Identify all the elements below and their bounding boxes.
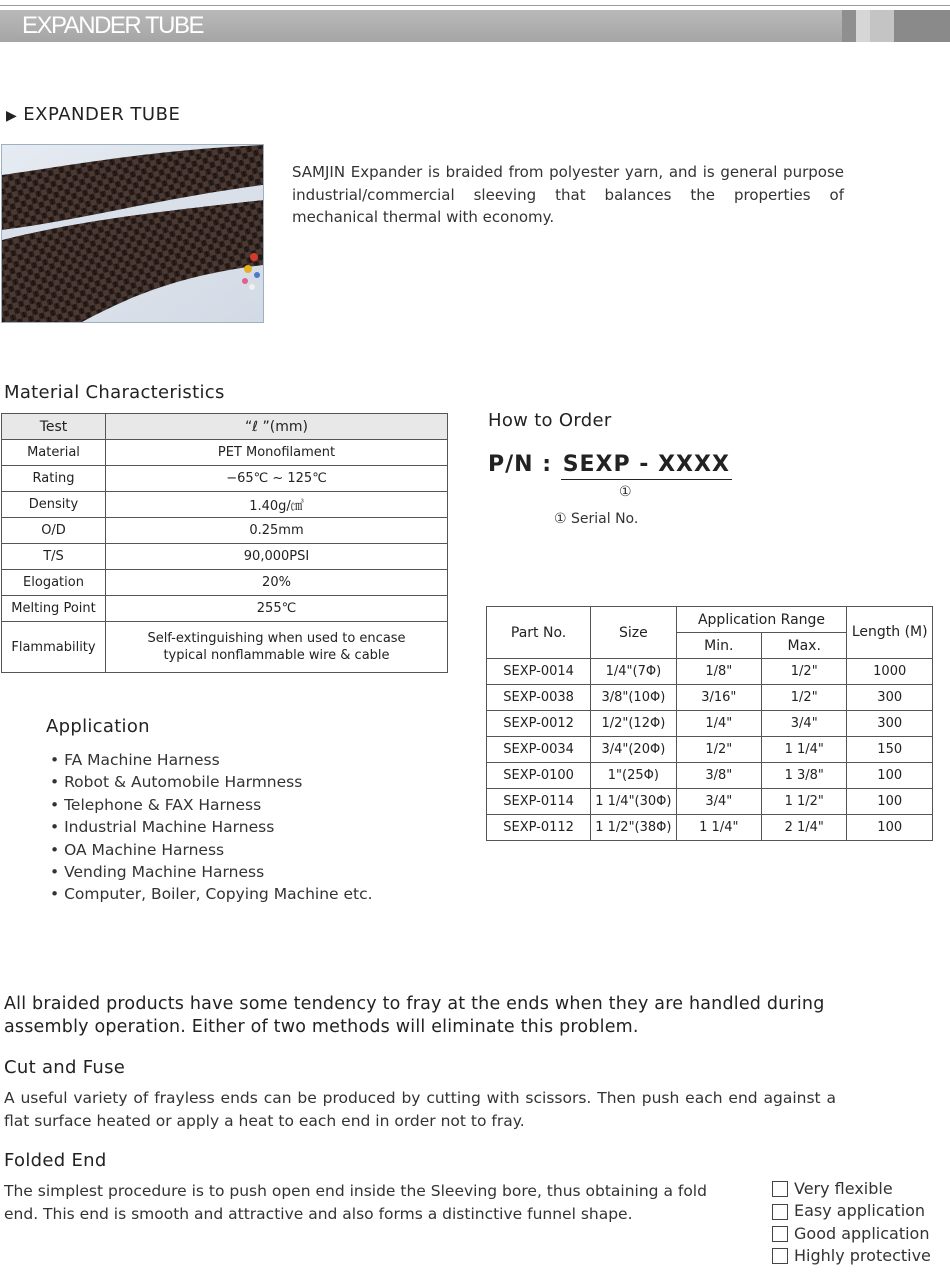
triangle-bullet-icon: ▶ (6, 108, 18, 124)
size: 3/8"(10Φ) (591, 685, 676, 711)
cut-fuse-heading: Cut and Fuse (4, 1057, 126, 1078)
intro-text: SAMJIN Expander is braided from polyester yarn, and is general purpose industrial/commercial sleeving that balances the properties of mechanical thermal with economy. (292, 163, 844, 226)
table-row (2, 596, 448, 622)
test-name: Elogation (2, 570, 106, 596)
test-name: Melting Point (2, 596, 106, 622)
fray-paragraph: All braided products have some tendency to fray at the ends when they are handled during assembly operation. Either of two methods will eliminate this problem. (4, 994, 825, 1037)
min: 1/4" (676, 711, 761, 737)
part-no: SEXP-0012 (487, 711, 591, 737)
list-item: Easy application (772, 1200, 931, 1222)
size: 3/4"(20Φ) (591, 737, 676, 763)
max: 3/4" (762, 711, 847, 737)
cut-fuse-text: A useful variety of frayless ends can be produced by cutting with scissors. Then push each end against a flat surface heated or apply a heat to each end in order not to fray. (4, 1089, 836, 1130)
max: 1 1/2" (762, 789, 847, 815)
table-row (487, 763, 933, 789)
header-min: Min. (676, 633, 761, 659)
list-item: • Computer, Boiler, Copying Machine etc. (50, 883, 373, 905)
table-row (2, 544, 448, 570)
size: 1"(25Φ) (591, 763, 676, 789)
length: 100 (847, 763, 933, 789)
test-name: T/S (2, 544, 106, 570)
list-item: Highly protective (772, 1245, 931, 1267)
length: 150 (847, 737, 933, 763)
test-value: PET Monofilament (106, 440, 448, 466)
length: 300 (847, 711, 933, 737)
list-item: • FA Machine Harness (50, 749, 373, 771)
part-no: SEXP-0112 (487, 815, 591, 841)
checkbox-icon (772, 1226, 788, 1242)
table-row (487, 737, 933, 763)
list-item: Very flexible (772, 1178, 931, 1200)
list-item: • OA Machine Harness (50, 839, 373, 861)
serial-marker: ① (619, 484, 632, 500)
min: 1 1/4" (676, 815, 761, 841)
product-photo (1, 144, 264, 323)
list-item: • Telephone & FAX Harness (50, 794, 373, 816)
table-row (2, 622, 448, 673)
checkbox-icon (772, 1248, 788, 1264)
length: 300 (847, 685, 933, 711)
table-row (487, 659, 933, 685)
part-number-format (488, 452, 732, 480)
part-no: SEXP-0100 (487, 763, 591, 789)
size: 1 1/4"(30Φ) (591, 789, 676, 815)
test-value: 90,000PSI (106, 544, 448, 570)
list-item: • Vending Machine Harness (50, 861, 373, 883)
header-block (842, 10, 856, 42)
header-block (856, 10, 870, 42)
table-row (487, 685, 933, 711)
test-value: −65℃ ~ 125℃ (106, 466, 448, 492)
max: 1 1/4" (762, 737, 847, 763)
min: 1/2" (676, 737, 761, 763)
header-application-range: Application Range (676, 607, 847, 633)
order-heading: How to Order (488, 410, 612, 431)
min: 3/16" (676, 685, 761, 711)
length: 100 (847, 815, 933, 841)
table-row (487, 815, 933, 841)
pn-prefix: P/N : (488, 452, 561, 477)
size: 1/4"(7Φ) (591, 659, 676, 685)
min: 1/8" (676, 659, 761, 685)
max: 1 3/8" (762, 763, 847, 789)
serial-note: ① Serial No. (554, 511, 639, 527)
test-name: O/D (2, 518, 106, 544)
table-row (487, 711, 933, 737)
test-value: 1.40g/㎤ (106, 492, 448, 518)
pn-code: SEXP - XXXX (561, 452, 732, 480)
section-title: ▶ EXPANDER TUBE (6, 104, 181, 125)
part-no: SEXP-0034 (487, 737, 591, 763)
test-value: 255℃ (106, 596, 448, 622)
size: 1 1/2"(38Φ) (591, 815, 676, 841)
header-max: Max. (762, 633, 847, 659)
table-row (2, 466, 448, 492)
min: 3/8" (676, 763, 761, 789)
header-block (894, 10, 950, 42)
header-block (870, 10, 894, 42)
header-length: Length (M) (847, 607, 933, 659)
list-item: Good application (772, 1223, 931, 1245)
application-heading: Application (46, 716, 150, 737)
length: 100 (847, 789, 933, 815)
part-no: SEXP-0038 (487, 685, 591, 711)
header-rule (0, 5, 950, 6)
folded-end-heading: Folded End (4, 1150, 107, 1171)
header-title: EXPANDER TUBE (22, 12, 203, 39)
header-size: Size (591, 607, 676, 659)
folded-end-text: The simplest procedure is to push open end inside the Sleeving bore, thus obtaining a fold end. This end is smooth and attractive and also forms a distinctive funnel shape. (4, 1182, 707, 1223)
table-row (2, 440, 448, 466)
checkbox-icon (772, 1181, 788, 1197)
table-row (487, 789, 933, 815)
header-test: Test (2, 414, 106, 440)
table-row (2, 492, 448, 518)
table-header-row (487, 607, 933, 633)
min: 3/4" (676, 789, 761, 815)
test-name: Flammability (2, 622, 106, 673)
part-no: SEXP-0114 (487, 789, 591, 815)
header-part-no: Part No. (487, 607, 591, 659)
max: 2 1/4" (762, 815, 847, 841)
list-item: • Industrial Machine Harness (50, 816, 373, 838)
test-name: Density (2, 492, 106, 518)
length: 1000 (847, 659, 933, 685)
part-no: SEXP-0014 (487, 659, 591, 685)
part-table (486, 606, 933, 841)
test-value: 0.25mm (106, 518, 448, 544)
table-header-row (2, 414, 448, 440)
header-unit: “ℓ ”(mm) (106, 414, 448, 440)
list-item: • Robot & Automobile Harmness (50, 771, 373, 793)
max: 1/2" (762, 685, 847, 711)
material-table (1, 413, 448, 673)
checkbox-icon (772, 1204, 788, 1220)
test-value: 20% (106, 570, 448, 596)
size: 1/2"(12Φ) (591, 711, 676, 737)
header-bar (0, 10, 950, 42)
test-name: Rating (2, 466, 106, 492)
feature-checklist (772, 1178, 931, 1268)
application-list (50, 749, 373, 906)
material-heading: Material Characteristics (4, 382, 225, 403)
table-row (2, 518, 448, 544)
test-name: Material (2, 440, 106, 466)
max: 1/2" (762, 659, 847, 685)
test-value: Self-extinguishing when used to encase typical nonflammable wire & cable (106, 622, 448, 673)
table-row (2, 570, 448, 596)
